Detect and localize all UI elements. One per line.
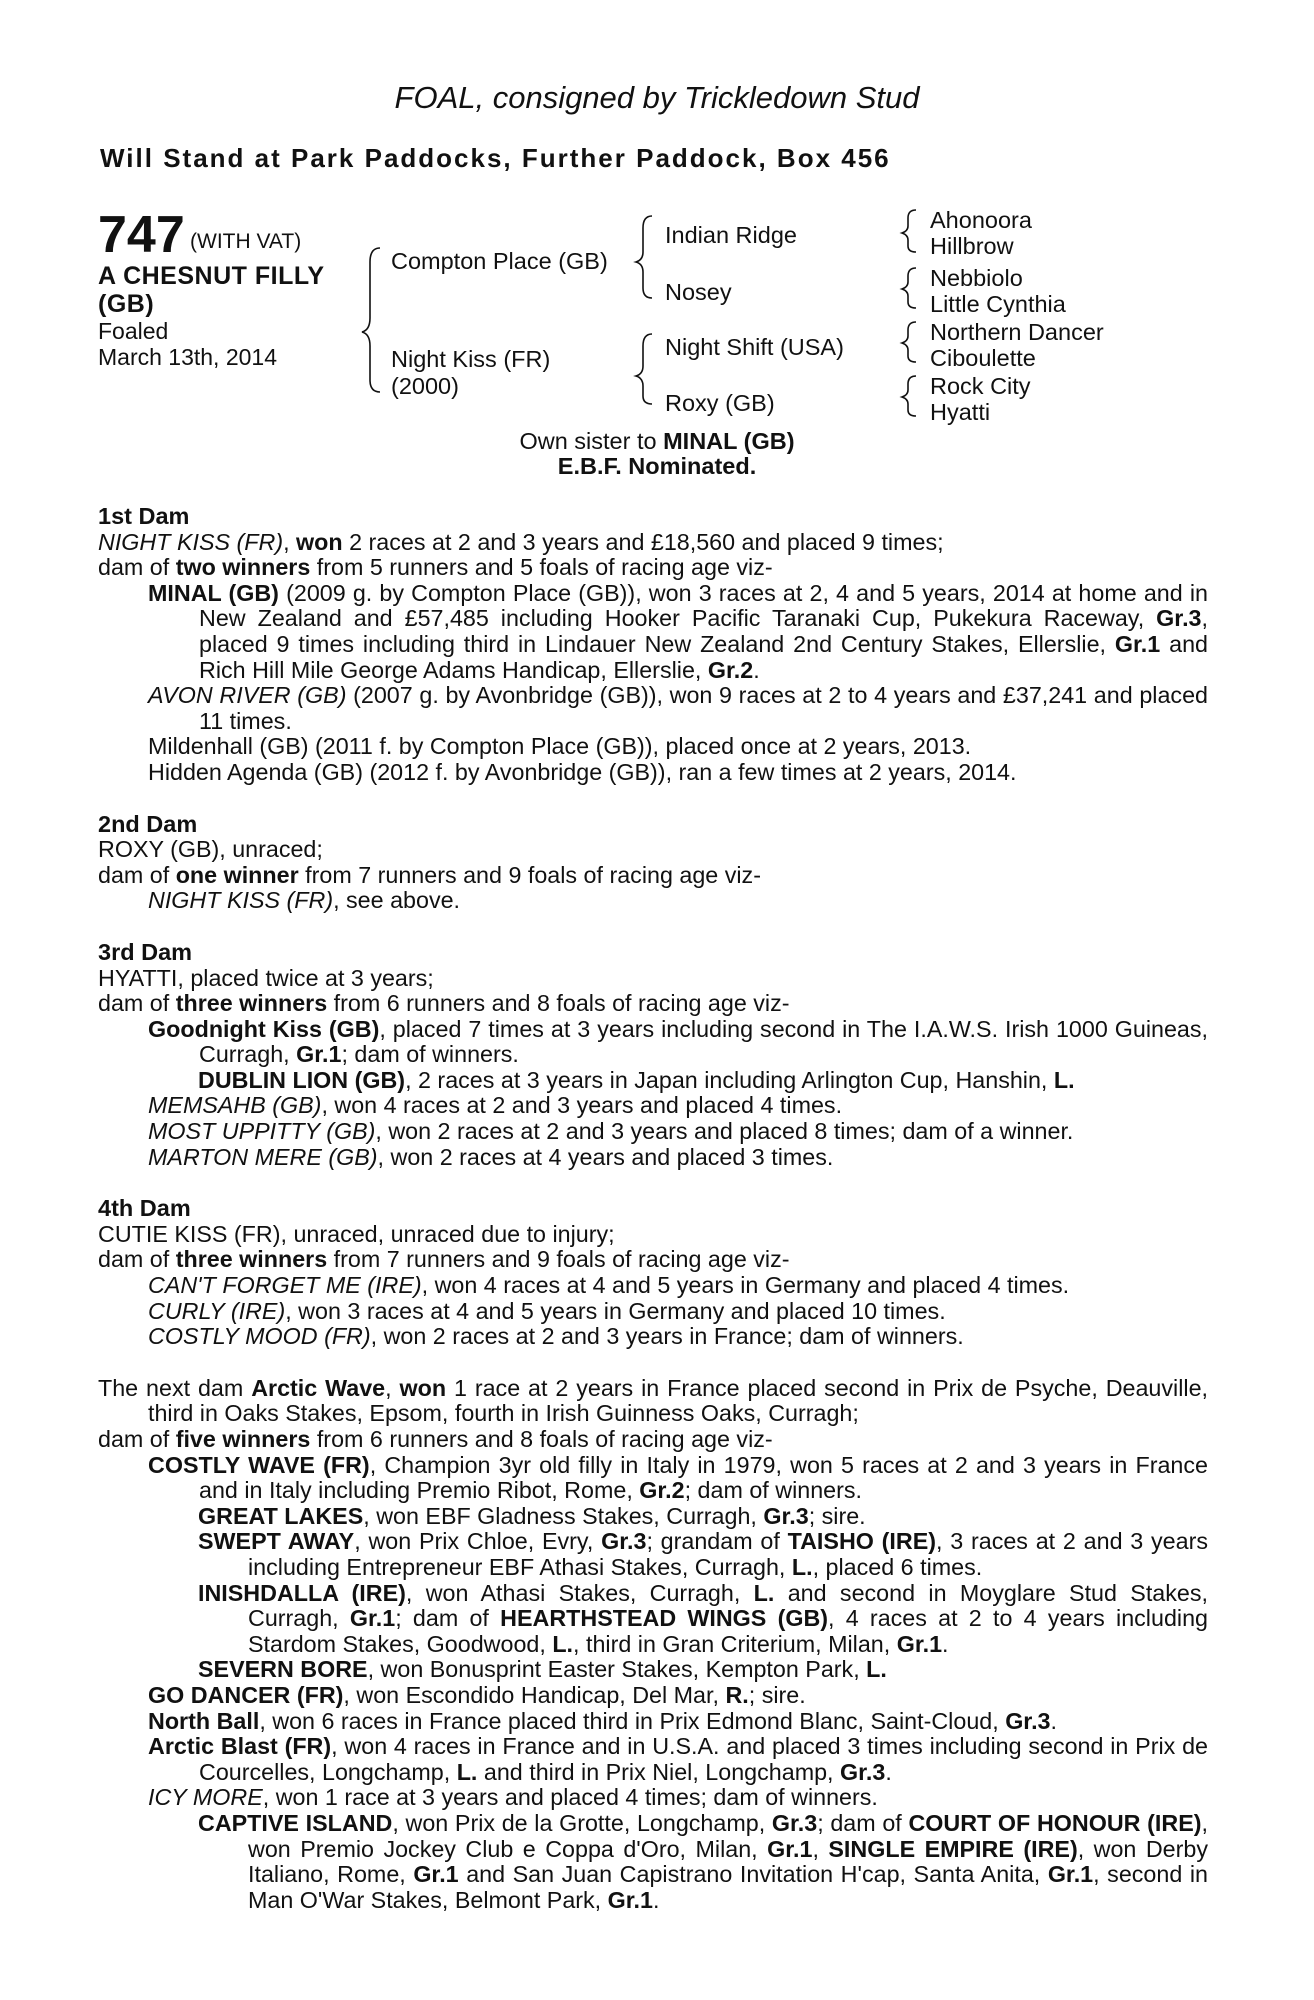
foaled-label: Foaled [98,318,169,344]
dam3-foal-marton: MARTON MERE (GB), won 2 races at 4 years and placed 3 times. [148,1143,834,1170]
pedigree-g3: Nebbiolo [930,265,1023,291]
lot-description-line2: (GB) [98,290,155,318]
lot-description-line1: A CHESNUT FILLY [98,262,325,290]
next-foal-swept-away: SWEPT AWAY, won Prix Chloe, Evry, Gr.3; grandam of TAISHO (IRE), 3 races at 2 and 3 years including Entrepreneur EBF Athasi Stakes, Curragh, L., placed 6 times. [198,1528,1208,1580]
next-foal-costly-wave: COSTLY WAVE (FR), Champion 3yr old filly in Italy in 1979, won 5 races at 2 and 3 years in France and in Italy including Premio Ribot, Rome, Gr.2; dam of winners. [148,1451,1208,1504]
dam2-line3: NIGHT KISS (FR), see above. [148,887,461,914]
dam1-title: 1st Dam [98,503,190,529]
pedigree-g5: Northern Dancer [930,319,1104,345]
dam4-foal-curly: CURLY (IRE), won 3 races at 4 and 5 years in Germany and placed 10 times. [148,1297,946,1324]
pedigree-g2: Hillbrow [930,233,1014,259]
dam3-foal-most: MOST UPPITTY (GB), won 2 races at 2 and 3 years and placed 8 times; dam of a winner. [148,1118,1074,1145]
dam1-foal-hidden: Hidden Agenda (GB) (2012 f. by Avonbridge (GB)), ran a few times at 2 years, 2014. [148,758,1017,785]
next-foal-severn-bore: SEVERN BORE, won Bonusprint Easter Stakes, Kempton Park, L. [198,1656,887,1683]
next-foal-icy-more: ICY MORE, won 1 race at 3 years and placed 4 times; dam of winners. [148,1784,878,1811]
pedigree-g4: Little Cynthia [930,291,1066,317]
dam3-foal-memsahb: MEMSAHB (GB), won 4 races at 2 and 3 years and placed 4 times. [148,1092,843,1119]
pedigree-g6: Ciboulette [930,345,1036,371]
next-foal-great-lakes: GREAT LAKES, won EBF Gladness Stakes, Curragh, Gr.3; sire. [198,1502,866,1529]
dam4-foal-cant: CAN'T FORGET ME (IRE), won 4 races at 4 and 5 years in Germany and placed 4 times. [148,1272,1070,1299]
dam1-line1: NIGHT KISS (FR), won 2 races at 2 and 3 years and £18,560 and placed 9 times; [98,528,944,555]
ebf-note: E.B.F. Nominated. [557,453,757,479]
dam3-foal-dublin: DUBLIN LION (GB), 2 races at 3 years in Japan including Arlington Cup, Hanshin, L. [198,1066,1075,1093]
next-dam-line2: dam of five winners from 6 runners and 8 foals of racing age viz- [98,1426,773,1452]
dam1-foal-avon: AVON RIVER (GB) (2007 g. by Avonbridge (GB)), won 9 races at 2 to 4 years and £37,241 and placed 11 times. [148,682,1208,734]
pedigree-g1: Ahonoora [930,207,1032,233]
dam1-foal-mildenhall: Mildenhall (GB) (2011 f. by Compton Place (GB)), placed once at 2 years, 2013. [148,733,972,760]
pedigree-dam-dam: Roxy (GB) [665,390,775,416]
next-foal-arctic-blast: Arctic Blast (FR), won 4 races in France and in U.S.A. and placed 3 times including second in Prix de Courcelles, Longchamp, L. and third in Prix Niel, Longchamp, Gr.3. [148,1733,1208,1785]
pedigree-sire-sire: Indian Ridge [665,222,797,248]
dam4-line2: dam of three winners from 7 runners and 9 foals of racing age viz- [98,1246,790,1273]
pedigree-dam: Night Kiss (FR) [391,346,551,372]
own-sister-prefix: Own sister to [519,428,664,454]
consignment-heading: FOAL, consigned by Trickledown Stud [394,80,920,115]
next-foal-captive-island: CAPTIVE ISLAND, won Prix de la Grotte, Longchamp, Gr.3; dam of COURT OF HONOUR (IRE), won Premio Jockey Club e Coppa d'Oro, Milan, Gr.1, SINGLE EMPIRE (IRE), won Derby Italiano, Rome, Gr.1 and San Juan Capistrano Invitation H'cap, Santa Anita, Gr.1, second in Man O'War Stakes, Belmont Park, Gr.1. [198,1809,1208,1913]
pedigree-g7: Rock City [930,373,1031,399]
pedigree-sire: Compton Place (GB) [391,248,608,274]
dam3-foal-goodnight: Goodnight Kiss (GB), placed 7 times at 3 years including second in The I.A.W.S. Irish 1000 Guineas, Curragh, Gr.1; dam of winners. [148,1015,1208,1068]
dam2-line2: dam of one winner from 7 runners and 9 foals of racing age viz- [98,861,761,888]
dam4-foal-costly: COSTLY MOOD (FR), won 2 races at 2 and 3 years in France; dam of winners. [148,1323,964,1350]
next-foal-north-ball: North Ball, won 6 races in France placed third in Prix Edmond Blanc, Saint-Cloud, Gr.3. [148,1707,1058,1734]
dam4-line1: CUTIE KISS (FR), unraced, unraced due to injury; [98,1220,615,1247]
pedigree-g8: Hyatti [930,399,991,425]
dam3-line1: HYATTI, placed twice at 3 years; [98,964,434,991]
foaled-date: March 13th, 2014 [98,344,278,370]
dam2-title: 2nd Dam [98,810,198,837]
dam1-foal-minal: MINAL (GB) (2009 g. by Compton Place (GB)), won 3 races at 2, 4 and 5 years, 2014 at home and in New Zealand and £57,485 including Hooker Pacific Taranaki Cup, Pukekura Raceway, Gr.3, placed 9 times including third in Lindauer New Zealand 2nd Century Stakes, Ellerslie, Gr.1 and Rich Hill Mile George Adams Handicap, Ellerslie, Gr.2. [148,579,1208,683]
next-foal-inishdalla: INISHDALLA (IRE), won Athasi Stakes, Curragh, L. and second in Moyglare Stud Stakes, Curragh, Gr.1; dam of HEARTHSTEAD WINGS (GB), 4 races at 2 to 4 years including Stardom Stakes, Goodwood, L., third in Gran Criterium, Milan, Gr.1. [198,1579,1208,1657]
lot-vat: (WITH VAT) [190,230,302,253]
pedigree-dam-year: (2000) [391,373,459,399]
pedigree-dam-sire: Night Shift (USA) [665,334,844,360]
dam2-line1: ROXY (GB), unraced; [98,836,323,863]
dam3-title: 3rd Dam [98,938,193,965]
lot-number: 747 [98,206,185,264]
own-sister-line [0,428,1314,455]
pedigree-sire-dam: Nosey [665,279,732,305]
next-dam-line1: The next dam Arctic Wave, won 1 race at 2 years in France placed second in Prix de Psyche, Deauville, third in Oaks Stakes, Epsom, fourth in Irish Guinness Oaks, Curragh; [98,1374,1208,1427]
stand-location: Will Stand at Park Paddocks, Further Paddock, Box 456 [100,143,891,173]
dam3-line2: dam of three winners from 6 runners and 8 foals of racing age viz- [98,990,790,1017]
pedigree-braces [0,0,1314,440]
dam4-title: 4th Dam [98,1195,191,1222]
own-sister-name: MINAL (GB) [663,428,795,454]
family-text [98,504,1208,1913]
dam1-line2: dam of two winners from 5 runners and 5 foals of racing age viz- [98,554,773,581]
next-foal-go-dancer: GO DANCER (FR), won Escondido Handicap, Del Mar, R.; sire. [148,1681,806,1708]
